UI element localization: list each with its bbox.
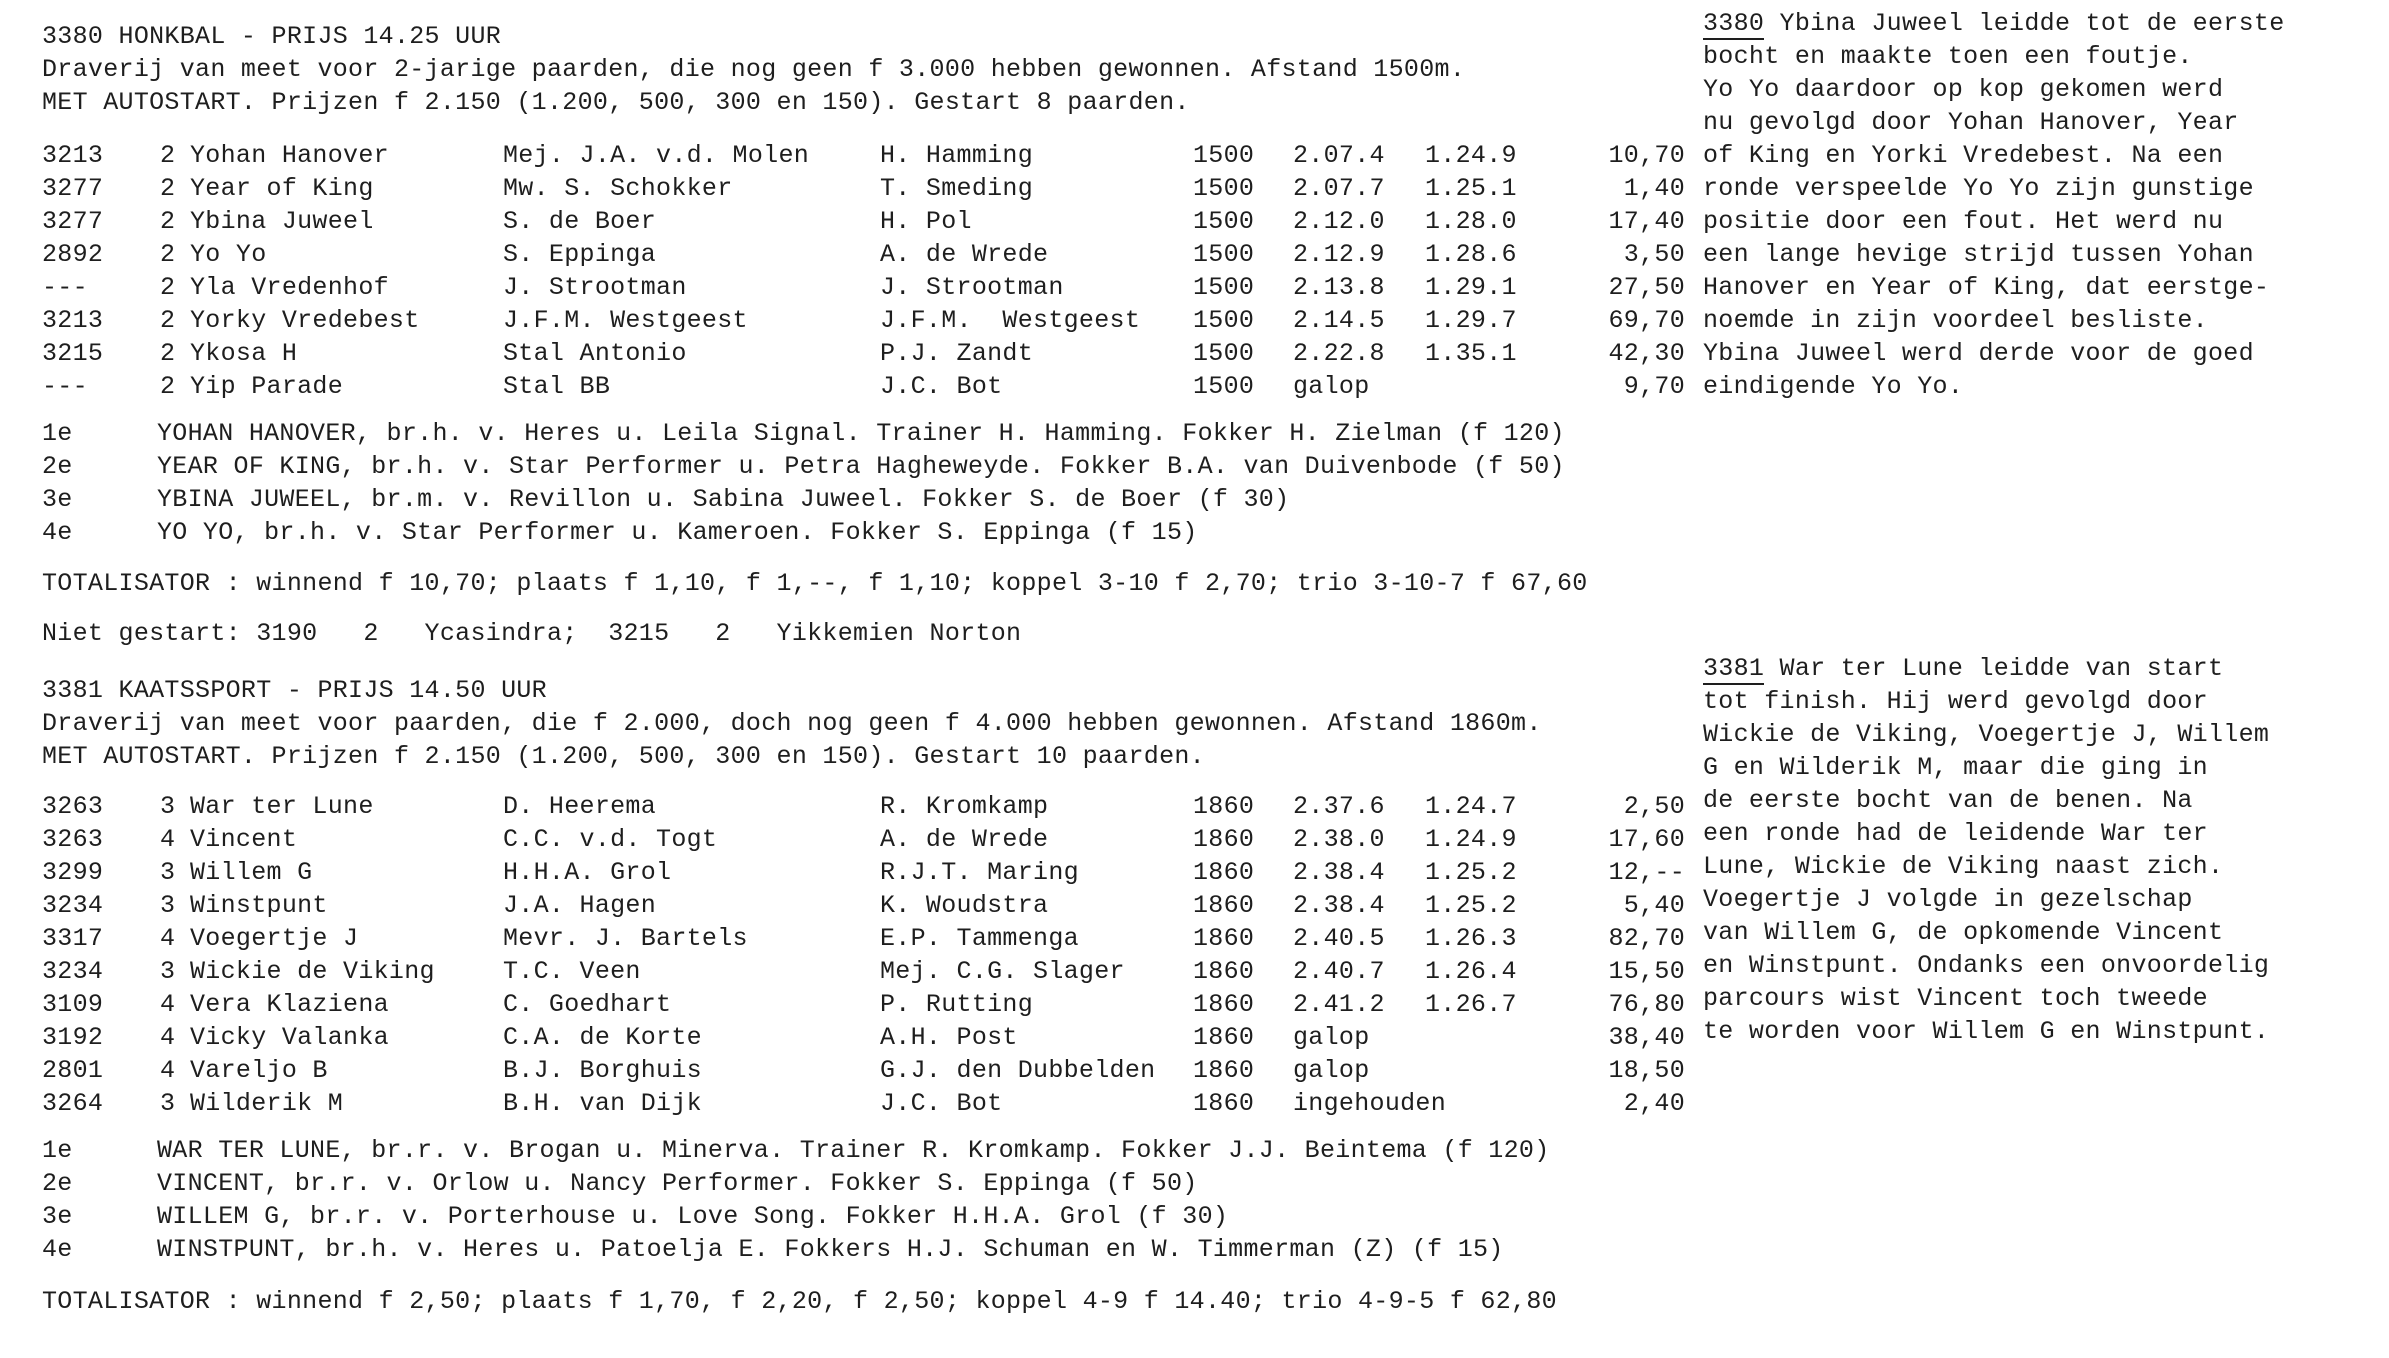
race-3380-conditions: Draverij van meet voor 2-jarige paarden, die nog geen f 3.000 hebben gewonnen. Afstand 1500m. [42, 55, 1466, 84]
time-cell: 2.38.4 [1293, 891, 1385, 920]
driver-cell: Mej. C.G. Slager [880, 957, 1125, 986]
ref-cell: 3263 [42, 792, 104, 821]
odds-cell: 9,70 [1623, 372, 1685, 401]
odds-cell: 15,50 [1608, 957, 1685, 986]
report-line: noemde in zijn voordeel besliste. [1703, 306, 2208, 335]
placing-position: 1e [42, 419, 73, 448]
report-line: Yo Yo daardoor op kop gekomen werd [1703, 75, 2224, 104]
report-line: ronde verspeelde Yo Yo zijn gunstige [1703, 174, 2254, 203]
age-cell: 2 [160, 372, 176, 401]
horse-cell: Voegertje J [190, 924, 359, 953]
time-cell: 2.38.0 [1293, 825, 1385, 854]
ref-cell: --- [42, 372, 88, 401]
report-line [1703, 652, 2223, 685]
time-cell: 2.37.6 [1293, 792, 1385, 821]
age-cell: 2 [160, 207, 176, 236]
driver-cell: A. de Wrede [880, 240, 1049, 269]
horse-cell: Year of King [190, 174, 374, 203]
ref-cell: 3213 [42, 306, 104, 335]
distance-cell: 1500 [1193, 339, 1255, 368]
distance-cell: 1500 [1193, 372, 1255, 401]
report-line: Lune, Wickie de Viking naast zich. [1703, 852, 2224, 881]
ref-cell: --- [42, 273, 88, 302]
age-cell: 3 [160, 891, 176, 920]
report-text: Ybina Juweel leidde tot de eerste [1764, 9, 2285, 38]
horse-cell: War ter Lune [190, 792, 374, 821]
km-time-cell: 1.25.2 [1425, 891, 1517, 920]
placing-description: YOHAN HANOVER, br.h. v. Heres u. Leila Signal. Trainer H. Hamming. Fokker H. Zielman (f 120) [157, 419, 1565, 448]
placing-position: 2e [42, 452, 73, 481]
driver-cell: J.C. Bot [880, 1089, 1003, 1118]
driver-cell: R.J.T. Maring [880, 858, 1079, 887]
owner-cell: D. Heerema [503, 792, 657, 821]
owner-cell: J.A. Hagen [503, 891, 657, 920]
report-line: en Winstpunt. Ondanks een onvoordelig [1703, 951, 2270, 980]
horse-cell: Vareljo B [190, 1056, 328, 1085]
km-time-cell: 1.25.2 [1425, 858, 1517, 887]
km-time-cell: 1.35.1 [1425, 339, 1517, 368]
age-cell: 4 [160, 1056, 176, 1085]
ref-cell: 3299 [42, 858, 104, 887]
driver-cell: J. Strootman [880, 273, 1064, 302]
report-line: eindigende Yo Yo. [1703, 372, 1964, 401]
km-time-cell: 1.24.9 [1425, 825, 1517, 854]
time-cell: 2.07.7 [1293, 174, 1385, 203]
race-3380-header: 3380 HONKBAL - PRIJS 14.25 UUR [42, 22, 502, 51]
report-line: positie door een fout. Het werd nu [1703, 207, 2224, 236]
ref-cell: 3277 [42, 174, 104, 203]
time-cell: 2.40.5 [1293, 924, 1385, 953]
age-cell: 4 [160, 924, 176, 953]
driver-cell: R. Kromkamp [880, 792, 1049, 821]
time-cell: 2.12.0 [1293, 207, 1385, 236]
driver-cell: H. Hamming [880, 141, 1034, 170]
distance-cell: 1860 [1193, 825, 1255, 854]
odds-cell: 17,40 [1608, 207, 1685, 236]
placing-description: WINSTPUNT, br.h. v. Heres u. Patoelja E. Fokkers H.J. Schuman en W. Timmerman (Z) (f 15) [157, 1235, 1504, 1264]
placing-description: YO YO, br.h. v. Star Performer u. Kameroen. Fokker S. Eppinga (f 15) [157, 518, 1198, 547]
horse-cell: Yohan Hanover [190, 141, 389, 170]
owner-cell: S. Eppinga [503, 240, 657, 269]
owner-cell: H.H.A. Grol [503, 858, 672, 887]
placing-description: WAR TER LUNE, br.r. v. Brogan u. Minerva. Trainer R. Kromkamp. Fokker J.J. Beintema (f 120) [157, 1136, 1550, 1165]
time-cell: 2.07.4 [1293, 141, 1385, 170]
age-cell: 2 [160, 141, 176, 170]
ref-cell: 3317 [42, 924, 104, 953]
age-cell: 2 [160, 306, 176, 335]
placing-position: 1e [42, 1136, 73, 1165]
ref-cell: 2892 [42, 240, 104, 269]
horse-cell: Yo Yo [190, 240, 267, 269]
placing-description: VINCENT, br.r. v. Orlow u. Nancy Performer. Fokker S. Eppinga (f 50) [157, 1169, 1198, 1198]
horse-cell: Wilderik M [190, 1089, 344, 1118]
driver-cell: J.F.M. Westgeest [880, 306, 1141, 335]
age-cell: 2 [160, 174, 176, 203]
odds-cell: 2,40 [1623, 1089, 1685, 1118]
time-cell: galop [1293, 1056, 1370, 1085]
horse-cell: Vera Klaziena [190, 990, 389, 1019]
km-time-cell: 1.26.3 [1425, 924, 1517, 953]
km-time-cell: 1.29.7 [1425, 306, 1517, 335]
age-cell: 3 [160, 1089, 176, 1118]
distance-cell: 1500 [1193, 273, 1255, 302]
placing-description: YBINA JUWEEL, br.m. v. Revillon u. Sabina Juweel. Fokker S. de Boer (f 30) [157, 485, 1290, 514]
km-time-cell: 1.26.7 [1425, 990, 1517, 1019]
horse-cell: Yla Vredenhof [190, 273, 389, 302]
owner-cell: C.C. v.d. Togt [503, 825, 718, 854]
age-cell: 2 [160, 273, 176, 302]
report-race-ref: 3380 [1703, 9, 1765, 38]
ref-cell: 3277 [42, 207, 104, 236]
odds-cell: 12,-- [1608, 858, 1685, 887]
horse-cell: Vincent [190, 825, 298, 854]
distance-cell: 1860 [1193, 957, 1255, 986]
time-cell: 2.38.4 [1293, 858, 1385, 887]
age-cell: 3 [160, 858, 176, 887]
distance-cell: 1500 [1193, 306, 1255, 335]
distance-cell: 1500 [1193, 207, 1255, 236]
horse-cell: Ybina Juweel [190, 207, 374, 236]
km-time-cell: 1.28.6 [1425, 240, 1517, 269]
distance-cell: 1500 [1193, 174, 1255, 203]
ref-cell: 3215 [42, 339, 104, 368]
distance-cell: 1860 [1193, 1089, 1255, 1118]
owner-cell: T.C. Veen [503, 957, 641, 986]
report-line: van Willem G, de opkomende Vincent [1703, 918, 2224, 947]
distance-cell: 1860 [1193, 792, 1255, 821]
owner-cell: Stal Antonio [503, 339, 687, 368]
age-cell: 3 [160, 957, 176, 986]
report-line: een ronde had de leidende War ter [1703, 819, 2208, 848]
time-cell: 2.22.8 [1293, 339, 1385, 368]
report-line: parcours wist Vincent toch tweede [1703, 984, 2208, 1013]
time-cell: 2.41.2 [1293, 990, 1385, 1019]
ref-cell: 3109 [42, 990, 104, 1019]
distance-cell: 1860 [1193, 891, 1255, 920]
ref-cell: 3234 [42, 957, 104, 986]
odds-cell: 18,50 [1608, 1056, 1685, 1085]
time-cell: 2.13.8 [1293, 273, 1385, 302]
km-time-cell: 1.25.1 [1425, 174, 1517, 203]
horse-cell: Wickie de Viking [190, 957, 435, 986]
km-time-cell: 1.24.9 [1425, 141, 1517, 170]
time-cell: 2.12.9 [1293, 240, 1385, 269]
ref-cell: 2801 [42, 1056, 104, 1085]
horse-cell: Yip Parade [190, 372, 344, 401]
distance-cell: 1500 [1193, 240, 1255, 269]
owner-cell: S. de Boer [503, 207, 657, 236]
report-line: tot finish. Hij werd gevolgd door [1703, 687, 2208, 716]
ref-cell: 3192 [42, 1023, 104, 1052]
driver-cell: E.P. Tammenga [880, 924, 1079, 953]
odds-cell: 3,50 [1623, 240, 1685, 269]
placing-description: YEAR OF KING, br.h. v. Star Performer u. Petra Hagheweyde. Fokker B.A. van Duivenbode (f 50) [157, 452, 1565, 481]
owner-cell: Mej. J.A. v.d. Molen [503, 141, 810, 170]
km-time-cell: 1.26.4 [1425, 957, 1517, 986]
race-3381-start-info: MET AUTOSTART. Prijzen f 2.150 (1.200, 500, 300 en 150). Gestart 10 paarden. [42, 742, 1205, 771]
odds-cell: 10,70 [1608, 141, 1685, 170]
age-cell: 2 [160, 240, 176, 269]
owner-cell: Stal BB [503, 372, 611, 401]
ref-cell: 3264 [42, 1089, 104, 1118]
report-line: nu gevolgd door Yohan Hanover, Year [1703, 108, 2239, 137]
placing-position: 2e [42, 1169, 73, 1198]
odds-cell: 69,70 [1608, 306, 1685, 335]
race-3381-totalisator: TOTALISATOR : winnend f 2,50; plaats f 1,70, f 2,20, f 2,50; koppel 4-9 f 14.40; trio 4-9-5 f 62,80 [42, 1287, 1557, 1316]
horse-cell: Vicky Valanka [190, 1023, 389, 1052]
report-line: bocht en maakte toen een foutje. [1703, 42, 2193, 71]
odds-cell: 42,30 [1608, 339, 1685, 368]
race-3381-conditions: Draverij van meet voor paarden, die f 2.000, doch nog geen f 4.000 hebben gewonnen. Afstand 1860m. [42, 709, 1542, 738]
distance-cell: 1860 [1193, 1023, 1255, 1052]
owner-cell: C.A. de Korte [503, 1023, 702, 1052]
placing-position: 3e [42, 1202, 73, 1231]
race-3380-not-started: Niet gestart: 3190 2 Ycasindra; 3215 2 Yikkemien Norton [42, 619, 1022, 648]
age-cell: 2 [160, 339, 176, 368]
driver-cell: H. Pol [880, 207, 972, 236]
driver-cell: G.J. den Dubbelden [880, 1056, 1156, 1085]
odds-cell: 82,70 [1608, 924, 1685, 953]
report-text: War ter Lune leidde van start [1764, 654, 2224, 683]
odds-cell: 17,60 [1608, 825, 1685, 854]
owner-cell: J.F.M. Westgeest [503, 306, 748, 335]
ref-cell: 3234 [42, 891, 104, 920]
owner-cell: B.J. Borghuis [503, 1056, 702, 1085]
race-3380-totalisator: TOTALISATOR : winnend f 10,70; plaats f 1,10, f 1,--, f 1,10; koppel 3-10 f 2,70; trio 3-10-7 f 67,60 [42, 569, 1588, 598]
odds-cell: 5,40 [1623, 891, 1685, 920]
horse-cell: Willem G [190, 858, 313, 887]
driver-cell: P.J. Zandt [880, 339, 1034, 368]
km-time-cell: 1.24.7 [1425, 792, 1517, 821]
odds-cell: 76,80 [1608, 990, 1685, 1019]
age-cell: 4 [160, 825, 176, 854]
report-line: Wickie de Viking, Voegertje J, Willem [1703, 720, 2270, 749]
report-line: te worden voor Willem G en Winstpunt. [1703, 1017, 2270, 1046]
km-time-cell: 1.29.1 [1425, 273, 1517, 302]
race-3381-header: 3381 KAATSSPORT - PRIJS 14.50 UUR [42, 676, 547, 705]
placing-position: 4e [42, 1235, 73, 1264]
horse-cell: Winstpunt [190, 891, 328, 920]
distance-cell: 1860 [1193, 1056, 1255, 1085]
ref-cell: 3213 [42, 141, 104, 170]
driver-cell: A. de Wrede [880, 825, 1049, 854]
report-line: Voegertje J volgde in gezelschap [1703, 885, 2193, 914]
driver-cell: A.H. Post [880, 1023, 1018, 1052]
ref-cell: 3263 [42, 825, 104, 854]
horse-cell: Yorky Vredebest [190, 306, 420, 335]
report-line [1703, 7, 2285, 40]
driver-cell: J.C. Bot [880, 372, 1003, 401]
odds-cell: 2,50 [1623, 792, 1685, 821]
owner-cell: Mevr. J. Bartels [503, 924, 748, 953]
owner-cell: J. Strootman [503, 273, 687, 302]
time-cell: galop [1293, 1023, 1370, 1052]
report-line: een lange hevige strijd tussen Yohan [1703, 240, 2254, 269]
distance-cell: 1860 [1193, 924, 1255, 953]
time-cell: 2.14.5 [1293, 306, 1385, 335]
time-cell: galop [1293, 372, 1370, 401]
driver-cell: K. Woudstra [880, 891, 1049, 920]
km-time-cell: 1.28.0 [1425, 207, 1517, 236]
odds-cell: 38,40 [1608, 1023, 1685, 1052]
distance-cell: 1860 [1193, 858, 1255, 887]
race-3380-start-info: MET AUTOSTART. Prijzen f 2.150 (1.200, 500, 300 en 150). Gestart 8 paarden. [42, 88, 1190, 117]
distance-cell: 1860 [1193, 990, 1255, 1019]
age-cell: 3 [160, 792, 176, 821]
time-cell: 2.40.7 [1293, 957, 1385, 986]
report-line: G en Wilderik M, maar die ging in [1703, 753, 2208, 782]
odds-cell: 1,40 [1623, 174, 1685, 203]
owner-cell: C. Goedhart [503, 990, 672, 1019]
driver-cell: P. Rutting [880, 990, 1034, 1019]
owner-cell: B.H. van Dijk [503, 1089, 702, 1118]
distance-cell: 1500 [1193, 141, 1255, 170]
age-cell: 4 [160, 1023, 176, 1052]
report-line: Hanover en Year of King, dat eerstge- [1703, 273, 2270, 302]
driver-cell: T. Smeding [880, 174, 1034, 203]
report-line: Ybina Juweel werd derde voor de goed [1703, 339, 2254, 368]
placing-position: 4e [42, 518, 73, 547]
report-race-ref: 3381 [1703, 654, 1765, 683]
odds-cell: 27,50 [1608, 273, 1685, 302]
horse-cell: Ykosa H [190, 339, 298, 368]
report-line: de eerste bocht van de benen. Na [1703, 786, 2193, 815]
age-cell: 4 [160, 990, 176, 1019]
time-cell: ingehouden [1293, 1089, 1447, 1118]
owner-cell: Mw. S. Schokker [503, 174, 733, 203]
report-line: of King en Yorki Vredebest. Na een [1703, 141, 2224, 170]
placing-description: WILLEM G, br.r. v. Porterhouse u. Love Song. Fokker H.H.A. Grol (f 30) [157, 1202, 1229, 1231]
placing-position: 3e [42, 485, 73, 514]
